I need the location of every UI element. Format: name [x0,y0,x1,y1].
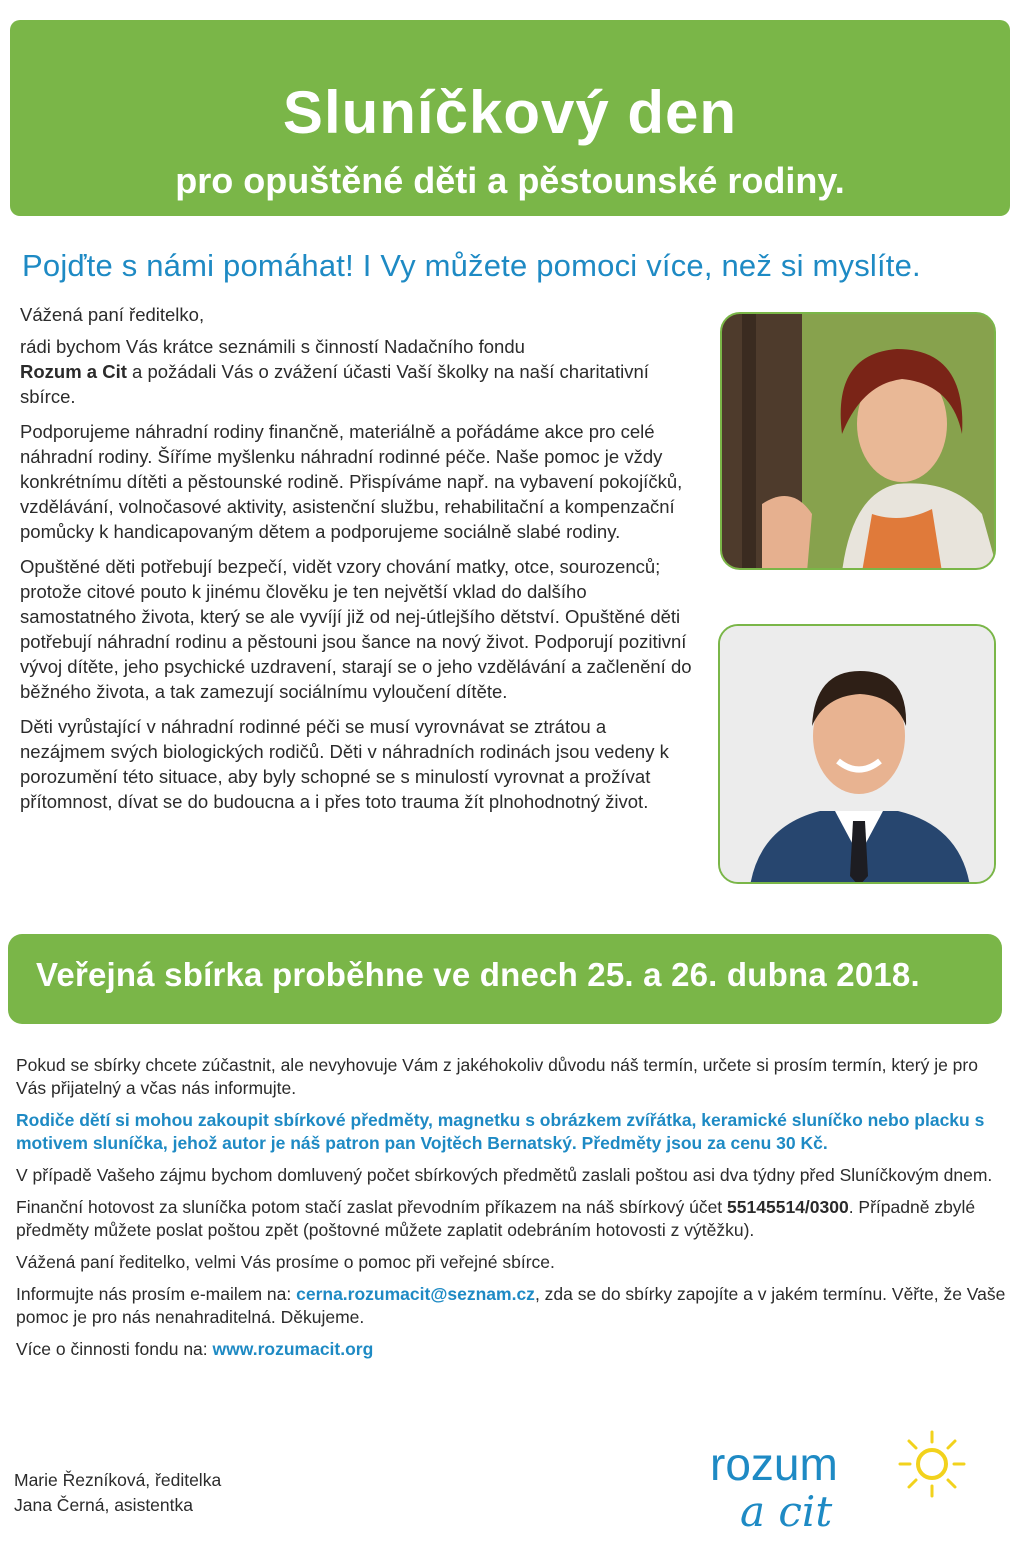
signature [14,1468,221,1518]
details-paragraph-7 [16,1338,1006,1361]
details-p4-start: Finanční hotovost za sluníčka potom stačí zaslat převodním příkazem na náš sbírkový účet [16,1197,728,1217]
collection-date-banner [8,934,1002,1024]
logo-word-2: a cit [740,1487,833,1536]
rozum-a-cit-logo [700,1428,1000,1538]
page-subtitle: pro opuštěné děti a pěstounské rodiny. [175,160,845,201]
details-p6-start: Informujte nás prosím e-mailem na: [16,1284,297,1304]
details-text [16,1054,1006,1370]
bank-account: 55145514/0300 [727,1197,849,1217]
sun-icon [900,1432,964,1496]
details-paragraph-2: Rodiče dětí si mohou zakoupit sbírkové předměty, magnetku s obrázkem zvířátka, keramické sluníčko nebo placku s motivem sluníčka, jehož autor je náš patron pan Vojtěch Bernatský. Předměty jsou za cenu 30 Kč. [16,1110,985,1153]
greeting: Vážená paní ředitelko, [20,304,205,325]
header-banner [10,20,1010,216]
intro-paragraph-1 [20,334,692,409]
intro-p1-start: rádi bychom Vás krátce seznámili s činností Nadačního fondu [20,336,525,357]
intro-paragraph-2: Podporujeme náhradní rodiny finančně, materiálně a pořádáme akce pro celé náhradní rodiny. Šíříme myšlenku náhradní rodinné péče. Naše pomoc je vždy konkrétnímu dítěti a pěstounské rodině. Přispíváme např. na vybavení pokojíčků, vzdělávání, volnočasové aktivity, asistenční službu, rehabilitační a kompenzační pomůcky k handicapovaným dětem a podporujeme sociálně slabé rodiny. [20,421,683,542]
photo-man [718,624,996,884]
tagline: Pojďte s námi pomáhat! I Vy můžete pomoci více, než si myslíte. [22,248,921,283]
intro-p1-end: a požádali Vás o zvážení účasti Vaší školky na naší charitativní sbírce. [20,361,649,407]
signature-line-2: Jana Černá, asistentka [14,1495,193,1515]
details-paragraph-5: Vážená paní ředitelko, velmi Vás prosíme o pomoc při veřejné sbírce. [16,1252,555,1272]
details-paragraph-3: V případě Vašeho zájmu bychom domluvený počet sbírkových předmětů zaslali poštou asi dva týdny před Sluníčkovým dnem. [16,1165,993,1185]
foundation-name: Rozum a Cit [20,361,127,382]
details-p6-end: , zda se do sbírky zapojíte a v jakém termínu. Věřte, že Vaše pomoc je pro nás nenahraditelná. Děkujeme. [16,1284,1006,1327]
collection-date-text: Veřejná sbírka proběhne ve dnech 25. a 26. dubna 2018. [36,956,920,993]
intro-text [20,302,692,824]
signature-line-1: Marie Řezníková, ředitelka [14,1470,222,1490]
email-link[interactable]: cerna.rozumacit@seznam.cz [296,1284,535,1304]
photo-woman-illustration [722,314,996,570]
logo-word-1: rozum [710,1438,838,1490]
intro-paragraph-4: Děti vyrůstající v náhradní rodinné péči se musí vyrovnávat se ztrátou a nezájmem svých biologických rodičů. Děti v náhradních rodinách jsou vedeny k porozumění této situace, aby byly schopné se s minulostí vyrovnat a prožívat přítomnost, dívat se do budoucna a i přes toto trauma žít plnohodnotný život. [20,716,669,812]
details-paragraph-1: Pokud se sbírky chcete zúčastnit, ale nevyhovuje Vám z jakéhokoliv důvodu náš termín, určete si prosím termín, který je pro Vás přijatelný a včas nás informujte. [16,1055,978,1098]
photo-man-illustration [720,626,996,884]
page-title: Sluníčkový den [282,79,738,146]
intro-paragraph-3: Opuštěné děti potřebují bezpečí, vidět vzory chování matky, otce, sourozenců; protože citové pouto k jinému člověku je ten největší vklad do dalšího samostatného života, který se ale vyvíjí již od nej-útlejšího dětství. Opuštěné děti potřebují náhradní rodinu a pěstouni jsou šance na nový život. Podporují pozitivní vývoj dítěte, jeho psychické uzdravení, starají se o jeho vzdělávání a začlenění do běžného života, a tak zamezují sociálnímu vyloučení dítěte. [20,556,692,702]
logo-graphic [700,1428,1000,1538]
photo-woman [720,312,996,570]
details-p7-start: Více o činnosti fondu na: [16,1339,213,1359]
details-paragraph-4 [16,1196,1006,1242]
details-p4-end: . Případně zbylé předměty můžete poslat poštou zpět (poštovné můžete zaplatit odebráním hotovosti z výtěžku). [16,1197,976,1240]
website-link[interactable]: www.rozumacit.org [212,1339,374,1359]
details-paragraph-6 [16,1283,1006,1329]
